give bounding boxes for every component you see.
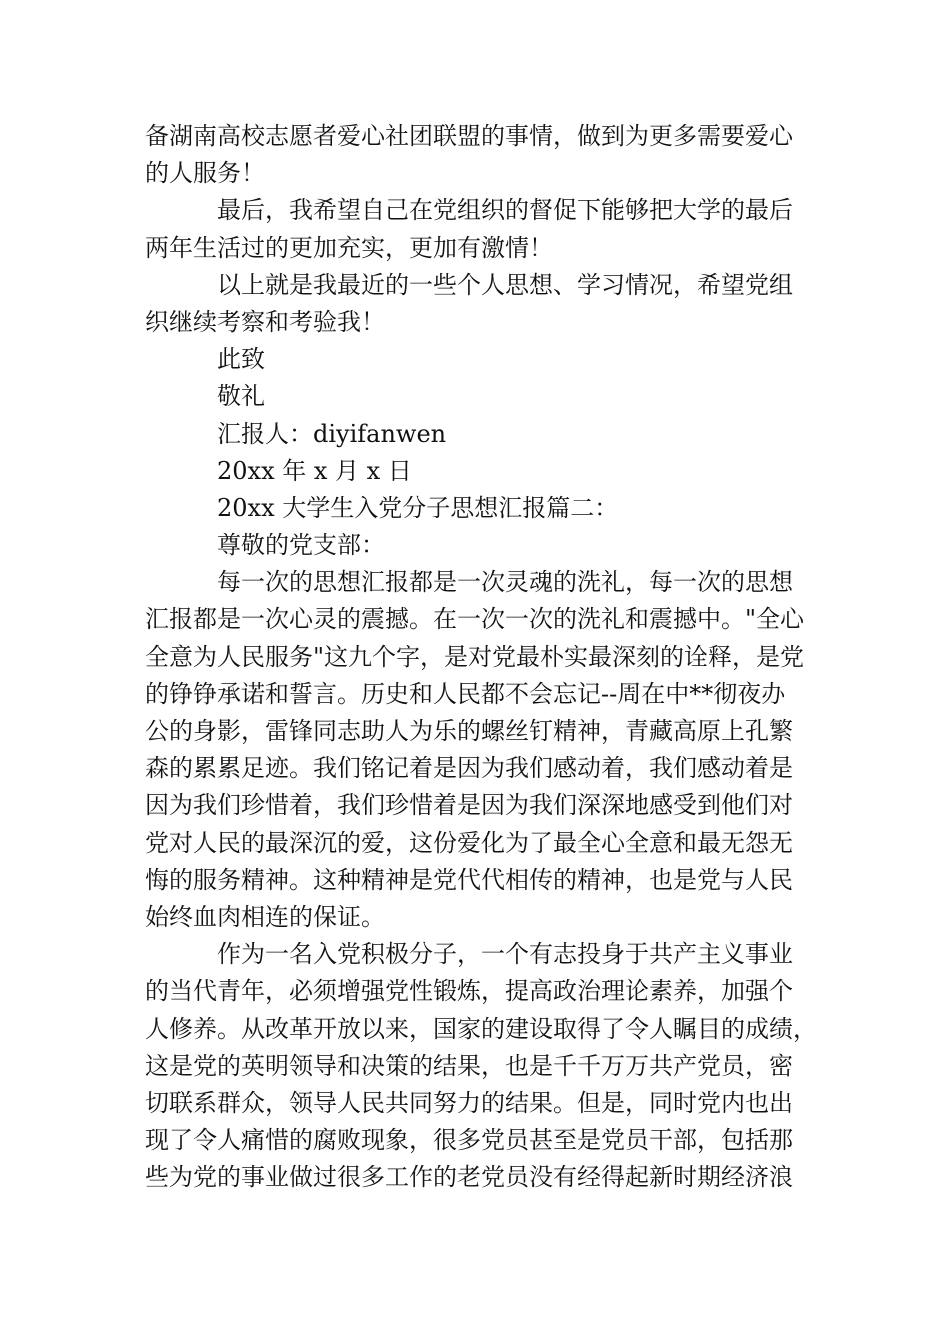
text-line: 备湖南高校志愿者爱心社团联盟的事情，做到为更多需要爱心 <box>145 122 793 150</box>
text-line: 全意为人民服务"这九个字，是对党最朴实最深刻的诠释，是党 <box>145 642 805 671</box>
text-line: 汇报人：diyifanwen <box>217 419 447 448</box>
text-line: 每一次的思想汇报都是一次灵魂的洗礼，每一次的思想 <box>217 568 793 597</box>
text-line: 织继续考察和考验我！ <box>145 307 385 336</box>
text-line: 两年生活过的更加充实，更加有激情！ <box>145 233 553 262</box>
text-line: 尊敬的党支部： <box>217 531 385 560</box>
text-line: 最后，我希望自己在党组织的督促下能够把大学的最后 <box>217 196 793 225</box>
text-line: 的人服务！ <box>145 159 265 188</box>
text-line: 的当代青年，必须增强党性锻炼，提高政治理论素养，加强个 <box>145 977 793 1006</box>
text-line: 汇报都是一次心灵的震撼。在一次一次的洗礼和震撼中。"全心 <box>145 605 805 634</box>
text-line: 人修养。从改革开放以来，国家的建设取得了令人瞩目的成绩， <box>145 1014 817 1043</box>
text-line: 切联系群众，领导人民共同努力的结果。但是，同时党内也出 <box>145 1088 793 1117</box>
document-body <box>145 118 817 1196</box>
text-line: 始终血肉相连的保证。 <box>145 902 385 931</box>
text-line: 作为一名入党积极分子，一个有志投身于共产主义事业 <box>217 940 793 969</box>
text-line: 党对人民的最深沉的爱，这份爱化为了最全心全意和最无怨无 <box>145 828 793 857</box>
text-line: 敬礼 <box>217 382 265 411</box>
text-line: 悔的服务精神。这种精神是党代代相传的精神，也是党与人民 <box>145 865 793 894</box>
text-line: 森的累累足迹。我们铭记着是因为我们感动着，我们感动着是 <box>145 754 793 783</box>
text-line: 现了令人痛惜的腐败现象，很多党员甚至是党员干部，包括那 <box>145 1126 793 1155</box>
text-line: 些为党的事业做过很多工作的老党员没有经得起新时期经济浪 <box>145 1163 793 1192</box>
text-line: 以上就是我最近的一些个人思想、学习情况，希望党组 <box>217 270 793 299</box>
text-line: 的铮铮承诺和誓言。历史和人民都不会忘记--周在中**彻夜办 <box>145 679 786 708</box>
text-line: 因为我们珍惜着，我们珍惜着是因为我们深深地感受到他们对 <box>145 791 793 820</box>
text-line: 20xx 年 x 月 x 日 <box>217 456 412 485</box>
text-line: 公的身影，雷锋同志助人为乐的螺丝钉精神，青藏高原上孔繁 <box>145 717 793 745</box>
text-line: 20xx 大学生入党分子思想汇报篇二： <box>217 493 619 522</box>
text-line: 此致 <box>217 345 265 374</box>
text-line: 这是党的英明领导和决策的结果，也是千千万万共产党员，密 <box>145 1051 793 1080</box>
